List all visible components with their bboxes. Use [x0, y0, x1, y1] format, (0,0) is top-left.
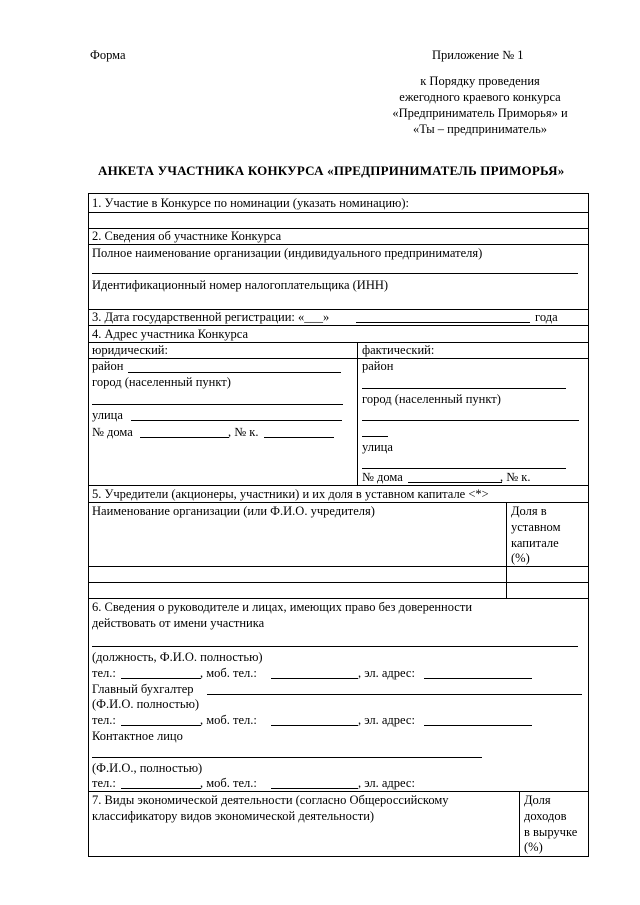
actual-district-field[interactable]	[362, 388, 566, 389]
actual-street-label: улица	[362, 440, 393, 454]
actual-house-field[interactable]	[408, 482, 502, 483]
head-mob-label: , моб. тел.:	[200, 666, 257, 680]
actual-house-label: № дома	[362, 470, 403, 484]
section-2-label: 2. Сведения об участнике Конкурса	[92, 229, 282, 243]
section-1-label: 1. Участие в Конкурсе по номинации (указать номинацию):	[92, 196, 409, 210]
year-label: года	[535, 310, 558, 324]
section-7-label: 7. Виды экономической деятельности (согласно Общероссийскому	[92, 793, 449, 807]
section-5-label: 5. Учредители (акционеры, участники) и их доля в уставном капитале <*>	[92, 487, 489, 501]
head-tel-label: тел.:	[92, 666, 116, 680]
legal-district-field[interactable]	[128, 372, 341, 373]
section-7-label-continued: классификатору видов экономической деятельности)	[92, 809, 375, 823]
head-caption: (должность, Ф.И.О. полностью)	[92, 650, 263, 664]
contact-fio-caption: (Ф.И.О., полностью)	[92, 761, 203, 775]
actual-street-field[interactable]	[362, 468, 566, 469]
actual-address-heading: фактический:	[362, 343, 435, 357]
contact-person-field[interactable]	[92, 757, 482, 758]
income-share-column-header: Доля	[524, 793, 551, 807]
appendix-line: «Ты – предприниматель»	[412, 122, 548, 136]
legal-street-label: улица	[92, 408, 123, 422]
head-email-field[interactable]	[424, 678, 532, 679]
actual-city-label: город (населенный пункт)	[362, 392, 501, 406]
accountant-tel-label: тел.:	[92, 713, 116, 727]
income-share-column-header: (%)	[524, 840, 543, 854]
form-label: Форма	[90, 48, 126, 62]
actual-city-field-continued[interactable]	[362, 436, 388, 437]
section-3-label: 3. Дата государственной регистрации: «___»	[92, 310, 330, 324]
accountant-fio-caption: (Ф.И.О. полностью)	[92, 697, 200, 711]
contact-mob-label: , моб. тел.:	[200, 776, 257, 790]
share-column-header: Доля в	[511, 504, 547, 518]
contact-tel-label: тел.:	[92, 776, 116, 790]
chief-accountant-label: Главный бухгалтер	[92, 682, 194, 696]
share-column-header: уставном	[511, 520, 561, 534]
share-column-header: капитале	[511, 536, 559, 550]
legal-city-field[interactable]	[92, 404, 343, 405]
contact-mob-field[interactable]	[271, 788, 358, 789]
accountant-tel-field[interactable]	[121, 725, 201, 726]
legal-district-label: район	[92, 359, 124, 373]
legal-street-field[interactable]	[131, 420, 342, 421]
legal-apt-label: , № к.	[228, 425, 259, 439]
legal-city-label: город (населенный пункт)	[92, 375, 231, 389]
accountant-mob-field[interactable]	[271, 725, 358, 726]
full-name-label: Полное наименование организации (индивидуального предпринимателя)	[92, 246, 483, 260]
full-name-field[interactable]	[92, 273, 578, 274]
accountant-email-label: , эл. адрес:	[358, 713, 415, 727]
contact-person-label: Контактное лицо	[92, 729, 183, 743]
section-6-label: 6. Сведения о руководителе и лицах, имеющих право без доверенности	[92, 600, 473, 614]
contact-email-label: , эл. адрес:	[358, 776, 415, 790]
section-4-label: 4. Адрес участника Конкурса	[92, 327, 248, 341]
income-share-column-header: в выручке	[524, 825, 578, 839]
appendix-line: ежегодного краевого конкурса	[399, 90, 561, 104]
appendix-line: «Предприниматель Приморья» и	[392, 106, 568, 120]
accountant-mob-label: , моб. тел.:	[200, 713, 257, 727]
founder-name-column-header: Наименование организации (или Ф.И.О. учредителя)	[92, 504, 375, 518]
actual-apt-label: , № к.	[500, 470, 531, 484]
appendix-line: к Порядку проведения	[420, 74, 540, 88]
registration-date-field[interactable]	[356, 322, 530, 323]
legal-house-label: № дома	[92, 425, 133, 439]
actual-city-field[interactable]	[362, 420, 579, 421]
appendix-title: Приложение № 1	[432, 48, 524, 62]
accountant-email-field[interactable]	[424, 725, 532, 726]
legal-address-heading: юридический:	[92, 343, 168, 357]
income-share-column-header: доходов	[524, 809, 567, 823]
inn-label: Идентификационный номер налогоплательщика (ИНН)	[92, 278, 389, 292]
section-6-label-continued: действовать от имени участника	[92, 616, 265, 630]
head-name-field[interactable]	[92, 646, 578, 647]
contact-tel-field[interactable]	[121, 788, 201, 789]
document-title: АНКЕТА УЧАСТНИКА КОНКУРСА «ПРЕДПРИНИМАТЕЛЬ ПРИМОРЬЯ»	[98, 163, 565, 178]
legal-apt-field[interactable]	[264, 437, 334, 438]
head-email-label: , эл. адрес:	[358, 666, 415, 680]
legal-house-field[interactable]	[140, 437, 229, 438]
actual-district-label: район	[362, 359, 394, 373]
share-column-header: (%)	[511, 551, 530, 565]
chief-accountant-field[interactable]	[207, 694, 582, 695]
head-mob-field[interactable]	[271, 678, 358, 679]
head-tel-field[interactable]	[121, 678, 201, 679]
